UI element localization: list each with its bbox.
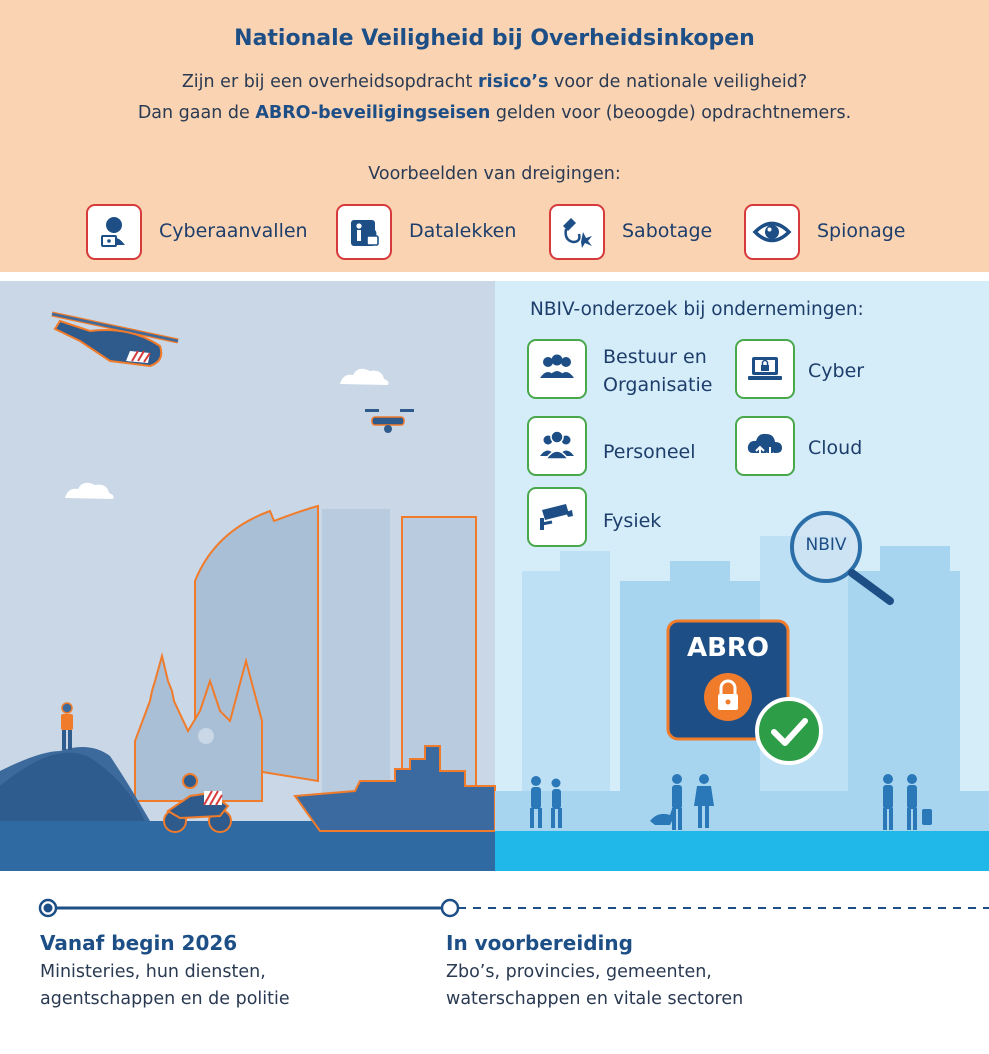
check-badge-icon [757,699,821,763]
nbiv-label-bestuur-line2: Organisatie [603,374,713,396]
phase2-line-2: waterschappen en vitale sectoren [446,989,744,1009]
abro-label: ABRO [686,633,770,663]
nbiv-heading: NBIV-onderzoek bij ondernemingen: [530,299,864,320]
threat-label-datalekken: Datalekken [409,220,517,242]
broken-plug-icon [549,204,605,260]
phase1-title: Vanaf begin 2026 [40,931,238,955]
intro-line-1-text: Zijn er bij een overheidsopdracht [181,72,478,92]
phase1-description [40,959,290,1013]
nbiv-label-bestuur [603,343,712,399]
intro-line-2-text: Dan gaan de [137,103,256,123]
nbiv-label-bestuur-line1: Bestuur en [603,346,707,368]
people-group-icon [527,339,587,399]
eye-icon [744,204,800,260]
threat-label-cyberaanvallen: Cyberaanvallen [159,220,308,242]
timeline [0,894,989,924]
threat-label-spionage: Spionage [817,220,906,242]
nbiv-label-cyber: Cyber [808,360,865,382]
hacker-icon [86,204,142,260]
threats-heading: Voorbeelden van dreigingen: [368,164,621,184]
intro-line-2 [0,103,989,123]
header-panel [0,0,989,272]
intro-line-1 [0,72,989,92]
intro-line-1-bold: risico’s [477,72,549,92]
intro-line-2-bold: ABRO-beveiligingseisen [255,103,491,123]
phase1-line-1: Ministeries, hun diensten, [40,962,266,982]
intro-line-1-text-end: voor de nationale veiligheid? [548,72,808,92]
nbiv-label-personeel: Personeel [603,441,696,463]
person-group-icon [527,416,587,476]
nbiv-label-fysiek: Fysiek [603,510,662,532]
phase2-title: In voorbereiding [446,931,633,955]
security-camera-icon [527,487,587,547]
page-title: Nationale Veiligheid bij Overheidsinkopen [234,26,755,51]
intro-line-2-text-end: gelden voor (beoogde) opdrachtnemers. [490,103,852,123]
cloud-upload-icon [735,416,795,476]
info-lock-icon [336,204,392,260]
phase2-line-1: Zbo’s, provincies, gemeenten, [446,962,712,982]
nbiv-label-cloud: Cloud [808,437,863,459]
phase1-line-2: agentschappen en de politie [40,989,290,1009]
phase2-description [446,959,743,1013]
illustration-scene [0,281,989,871]
threat-label-sabotage: Sabotage [622,220,713,242]
magnifier-label: NBIV [805,535,847,555]
laptop-lock-icon [735,339,795,399]
